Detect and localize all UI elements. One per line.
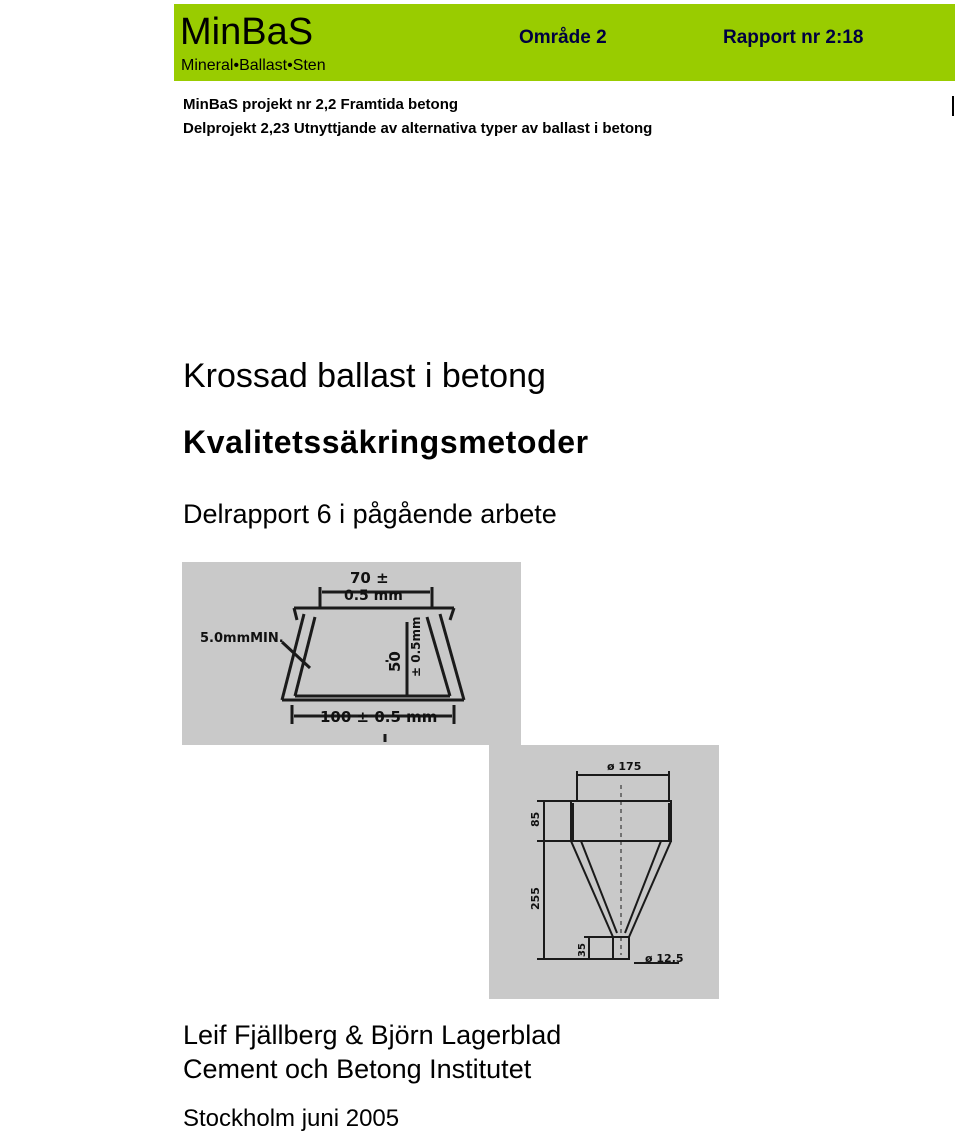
- report-number-label: Rapport nr 2:18: [723, 27, 864, 48]
- outlet-height-label: 35: [577, 943, 588, 957]
- brand-name: MinBaS: [180, 11, 314, 53]
- height-dim-tolerance: ± 0.5mm: [409, 616, 423, 677]
- top-dim-tolerance: 0.5 mm: [344, 588, 403, 604]
- report-title: Krossad ballast i betong: [183, 357, 546, 395]
- subproject-line: Delprojekt 2,23 Utnyttjande av alternativa typer av ballast i betong: [183, 120, 653, 137]
- project-line: MinBaS projekt nr 2,2 Framtida betong: [183, 96, 459, 113]
- funnel-drawing: [489, 745, 719, 999]
- area-label: Område 2: [519, 27, 607, 48]
- place-date: Stockholm juni 2005: [183, 1105, 400, 1132]
- cone-mould-svg: [182, 562, 521, 745]
- institute: Cement och Betong Institutet: [183, 1054, 532, 1084]
- top-dim-value: 70 ±: [350, 569, 389, 587]
- report-subtitle: Kvalitetssäkringsmetoder: [183, 424, 589, 460]
- brand-tagline: Mineral•Ballast•Sten: [181, 57, 326, 74]
- top-diameter-label: ø 175: [607, 760, 642, 773]
- upper-height-label: 85: [529, 811, 542, 827]
- report-note: Delrapport 6 i pågående arbete: [183, 499, 557, 529]
- wall-thickness-label: 5.0mmMIN.: [200, 631, 284, 646]
- bottom-dim-label: 100 ± 0.5 mm: [320, 708, 438, 726]
- cone-mould-drawing: [182, 562, 521, 745]
- height-dim-value: 50: [386, 651, 404, 672]
- header-band: [174, 4, 955, 81]
- outlet-diameter-label: ø 12,5: [645, 952, 684, 965]
- cone-height-label: 255: [529, 887, 542, 910]
- authors: Leif Fjällberg & Björn Lagerblad: [183, 1020, 562, 1050]
- funnel-svg: [489, 745, 719, 999]
- margin-marker: [952, 96, 954, 116]
